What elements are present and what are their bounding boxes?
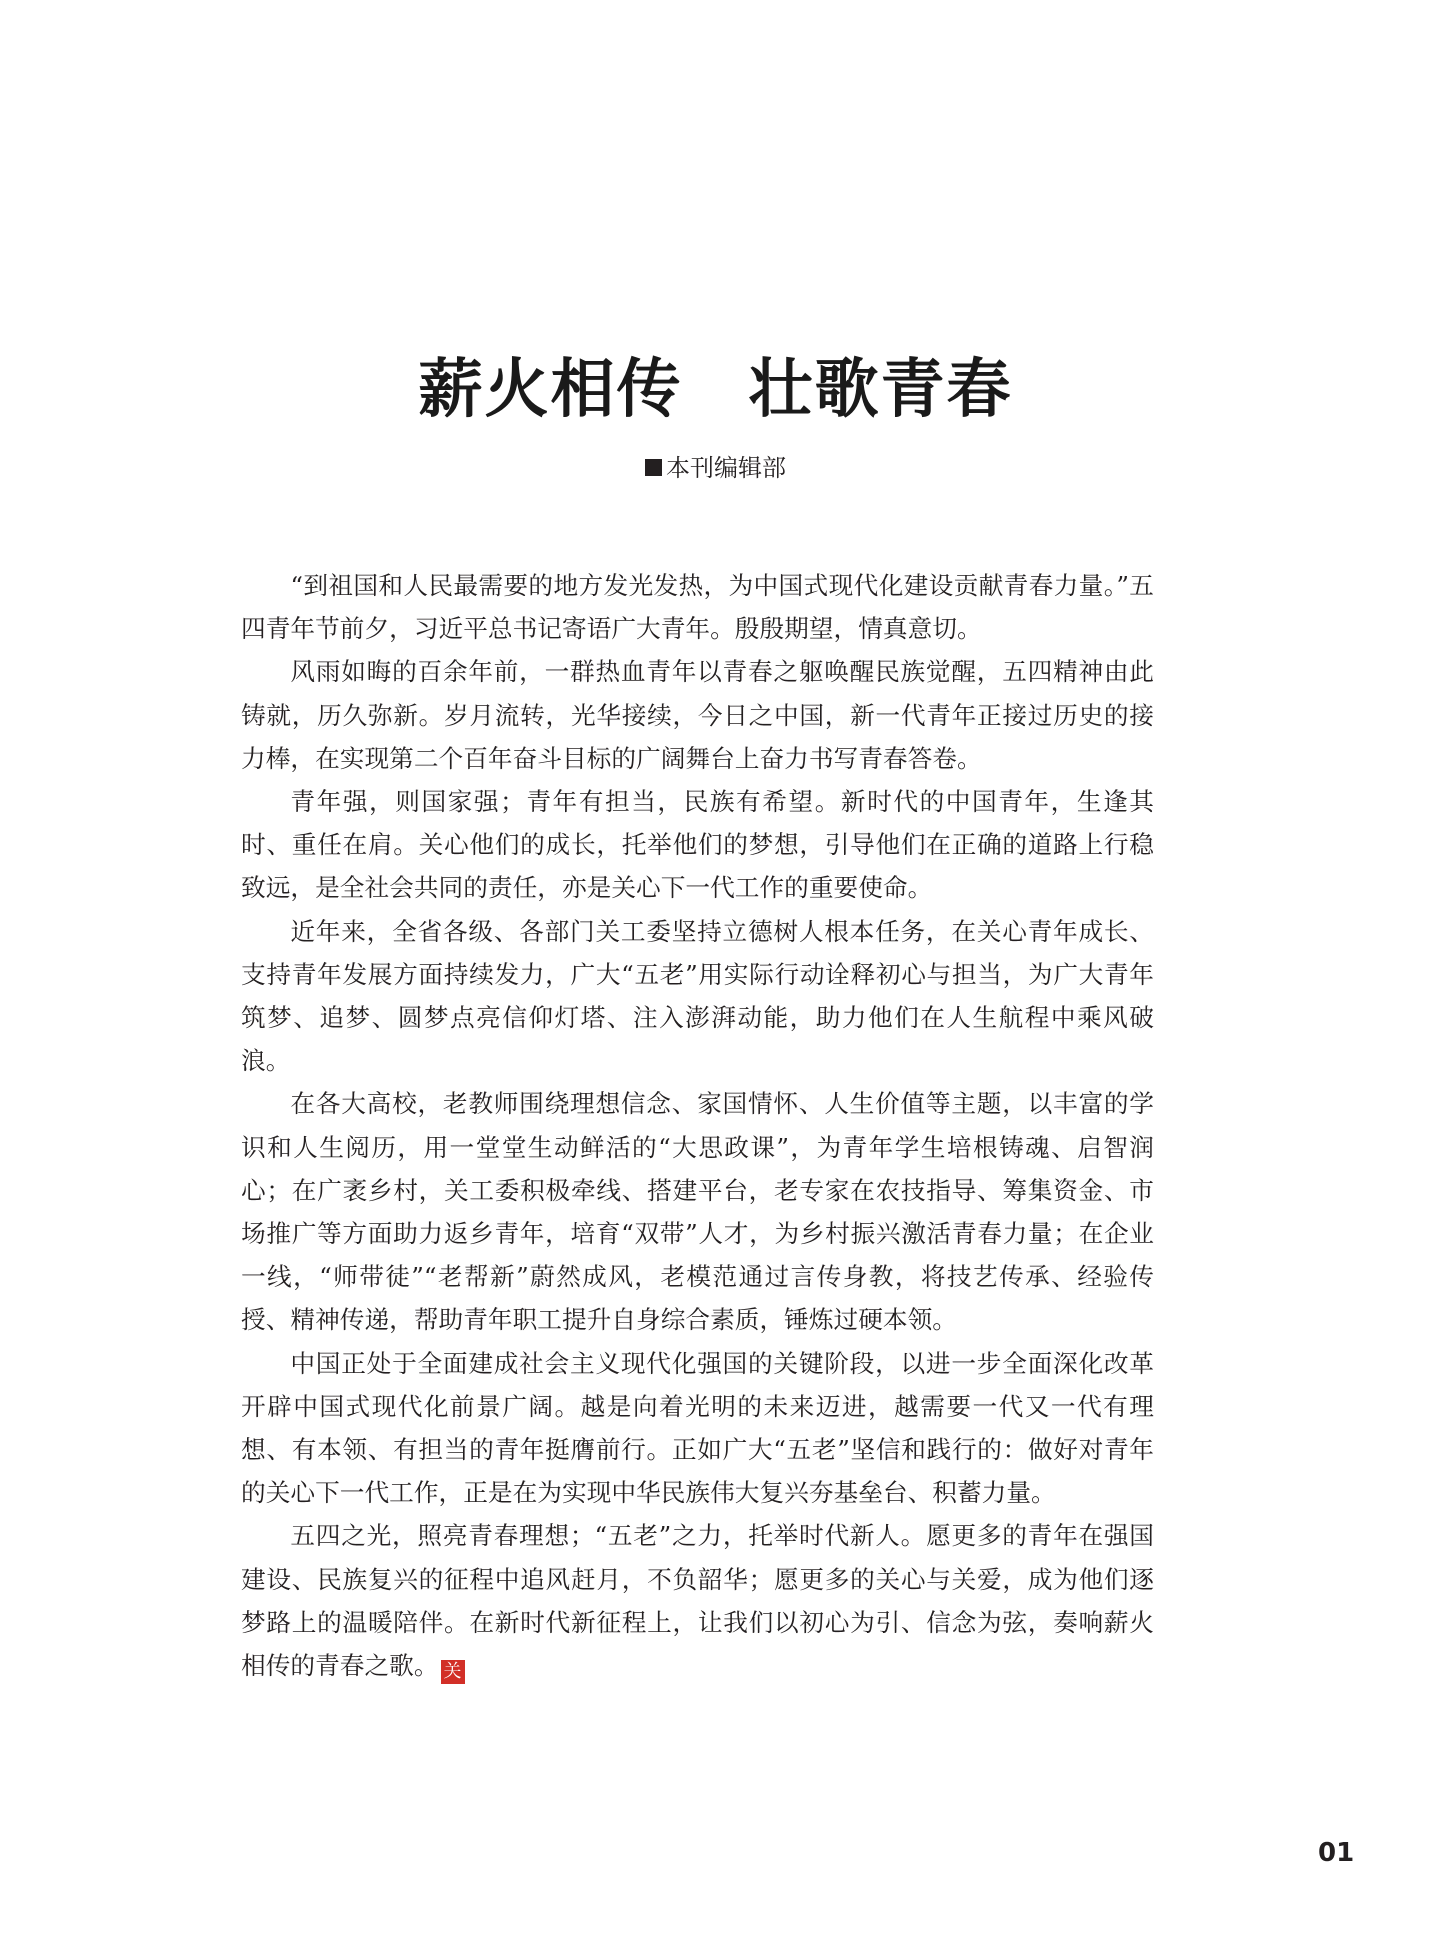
paragraph-7 — [241, 1514, 1154, 1687]
paragraph-7-text: 五四之光，照亮青春理想；“五老”之力，托举时代新人。愿更多的青年在强国建设、民族复兴的征程中追风赶月，不负韶华；愿更多的关心与关爱，成为他们逐梦路上的温暖陪伴。在新时代新征程上，让我们以初心为引、信念为弦，奏响薪火相传的青春之歌。 — [241, 1521, 1154, 1681]
page-number: 01 — [1318, 1838, 1355, 1868]
paragraph-5: 在各大高校，老教师围绕理想信念、家国情怀、人生价值等主题，以丰富的学识和人生阅历，用一堂堂生动鲜活的“大思政课”，为青年学生培根铸魂、启智润心；在广袤乡村，关工委积极牵线、搭建平台，老专家在农技指导、筹集资金、市场推广等方面助力返乡青年，培育“双带”人才，为乡村振兴激活青春力量；在企业一线，“师带徒”“老帮新”蔚然成风，老模范通过言传身教，将技艺传承、经验传授、精神传递，帮助青年职工提升自身综合素质，锤炼过硬本领。 — [241, 1089, 1154, 1335]
paragraph-1: “到祖国和人民最需要的地方发光发热，为中国式现代化建设贡献青春力量。”五四青年节前夕，习近平总书记寄语广大青年。殷殷期望，情真意切。 — [241, 571, 1154, 644]
end-mark-icon: 关 — [441, 1660, 465, 1684]
paragraph-6: 中国正处于全面建成社会主义现代化强国的关键阶段，以进一步全面深化改革开辟中国式现代化前景广阔。越是向着光明的未来迈进，越需要一代又一代有理想、有本领、有担当的青年挺膺前行。正如广大“五老”坚信和践行的：做好对青年的关心下一代工作，正是在为实现中华民族伟大复兴夯基垒台、积蓄力量。 — [241, 1348, 1154, 1508]
article-title: 薪火相传 壮歌青春 — [418, 352, 1013, 427]
square-bullet-icon — [645, 459, 662, 476]
paragraph-4: 近年来，全省各级、各部门关工委坚持立德树人根本任务，在关心青年成长、支持青年发展方面持续发力，广大“五老”用实际行动诠释初心与担当，为广大青年筑梦、追梦、圆梦点亮信仰灯塔、注入澎湃动能，助力他们在人生航程中乘风破浪。 — [241, 916, 1154, 1076]
byline-author: 本刊编辑部 — [666, 454, 786, 482]
paragraph-3: 青年强，则国家强；青年有担当，民族有希望。新时代的中国青年，生逢其时、重任在肩。关心他们的成长，托举他们的梦想，引导他们在正确的道路上行稳致远，是全社会共同的责任，亦是关心下一代工作的重要使命。 — [241, 787, 1154, 903]
paragraph-2: 风雨如晦的百余年前，一群热血青年以青春之躯唤醒民族觉醒，五四精神由此铸就，历久弥新。岁月流转，光华接续，今日之中国，新一代青年正接过历史的接力棒，在实现第二个百年奋斗目标的广阔舞台上奋力书写青春答卷。 — [241, 657, 1154, 773]
byline — [0, 451, 1431, 485]
article-body — [241, 564, 1154, 1687]
